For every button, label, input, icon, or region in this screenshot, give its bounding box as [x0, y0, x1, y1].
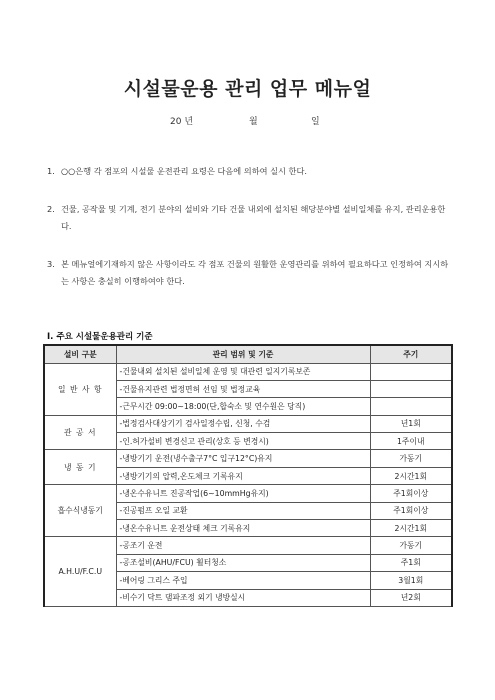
- scope-cell: -베어링 그리스 주입: [116, 572, 370, 589]
- paragraph-number: 2.: [47, 204, 55, 214]
- scope-cell: -진공펌프 오일 교환: [116, 502, 370, 519]
- document-title: 시설물운용 관리 업무 메뉴얼: [123, 78, 372, 100]
- scope-cell: -냉방기기 운전(냉수출구7°C 입구12°C)유지: [116, 450, 370, 467]
- scope-cell: -공조기 운전: [116, 537, 370, 554]
- date-year-label: 20 년: [170, 117, 194, 127]
- table-row: [44, 363, 452, 380]
- scope-cell: -법정검사대상기기 검사일정수립, 신청, 수검: [116, 415, 370, 432]
- cycle-cell: 가동기: [370, 450, 452, 467]
- scope-cell: -건물내외 설치된 설비일체 운영 및 대관련 일지기록보존: [116, 363, 370, 380]
- cycle-cell: 1주이내: [370, 433, 452, 450]
- header-scope: 관리 범위 및 기준: [116, 345, 370, 363]
- paragraph-text: ○○은행 각 점포의 시설물 운전관리 요령은 다음에 의하여 실시 한다.: [61, 166, 307, 176]
- paragraph-3: [47, 256, 452, 290]
- header-category: 설비 구분: [44, 345, 116, 363]
- cycle-cell: 년1회: [370, 415, 452, 432]
- table-header-row: [44, 345, 452, 363]
- scope-cell: -공조설비(AHU/FCU) 휠터청소: [116, 554, 370, 571]
- paragraph-text: 건물, 공작물 및 기계, 전기 분야의 설비와 기타 건물 내외에 설치된 해당분야별 설비일체를 유지, 관리운용한다.: [61, 204, 446, 231]
- table-row: [44, 415, 452, 432]
- paragraph-1: [47, 163, 452, 180]
- paragraph-number: 3.: [47, 259, 55, 269]
- cycle-cell: [370, 380, 452, 397]
- table-row: [44, 537, 452, 554]
- scope-cell: -근무시간 09:00~18:00(단,합숙소 및 연수원은 당직): [116, 398, 370, 415]
- cycle-cell: [370, 363, 452, 380]
- scope-cell: -인.허가설비 변경신고 관리(상호 등 변경시): [116, 433, 370, 450]
- category-cell: A.H.U/F.C.U: [44, 537, 116, 607]
- category-cell: 냉 동 기: [44, 450, 116, 485]
- category-cell: 관 공 서: [44, 415, 116, 450]
- cycle-cell: 주1회이상: [370, 485, 452, 502]
- cycle-cell: 2시간1회: [370, 520, 452, 537]
- cycle-cell: 주1회이상: [370, 502, 452, 519]
- facility-management-table: [43, 344, 453, 607]
- scope-cell: -냉온수유니트 진공작업(6~10mmHg유지): [116, 485, 370, 502]
- paragraph-number: 1.: [47, 166, 55, 176]
- cycle-cell: 2시간1회: [370, 467, 452, 484]
- cycle-cell: 3월1회: [370, 572, 452, 589]
- table-row: [44, 485, 452, 502]
- header-cycle: 주기: [370, 345, 452, 363]
- section-title: Ⅰ. 주요 시설물운용관리 기준: [47, 332, 153, 342]
- scope-cell: -비수기 닥트 댐파조정 외기 냉방실시: [116, 589, 370, 606]
- scope-cell: -냉방기기의 압력,온도체크 기록유지: [116, 467, 370, 484]
- category-cell: 일 반 사 항: [44, 363, 116, 415]
- category-cell: 흡수식냉동기: [44, 485, 116, 537]
- cycle-cell: [370, 398, 452, 415]
- table-row: [44, 450, 452, 467]
- scope-cell: -건물유지관련 법정면허 선임 및 법정교육: [116, 380, 370, 397]
- date-month-label: 월: [249, 117, 258, 127]
- scope-cell: -냉온수유니트 운전상태 체크 기록유지: [116, 520, 370, 537]
- cycle-cell: 가동기: [370, 537, 452, 554]
- cycle-cell: 주1회: [370, 554, 452, 571]
- paragraph-text: 본 메뉴얼에기재하지 않은 사항이라도 각 점포 건물의 원활한 운영관리를 위하여 필요하다고 인정하여 지시하는 사항은 충실히 이행하여야 한다.: [61, 259, 449, 286]
- cycle-cell: 년2회: [370, 589, 452, 606]
- date-day-label: 일: [311, 117, 320, 127]
- paragraph-2: [47, 201, 452, 235]
